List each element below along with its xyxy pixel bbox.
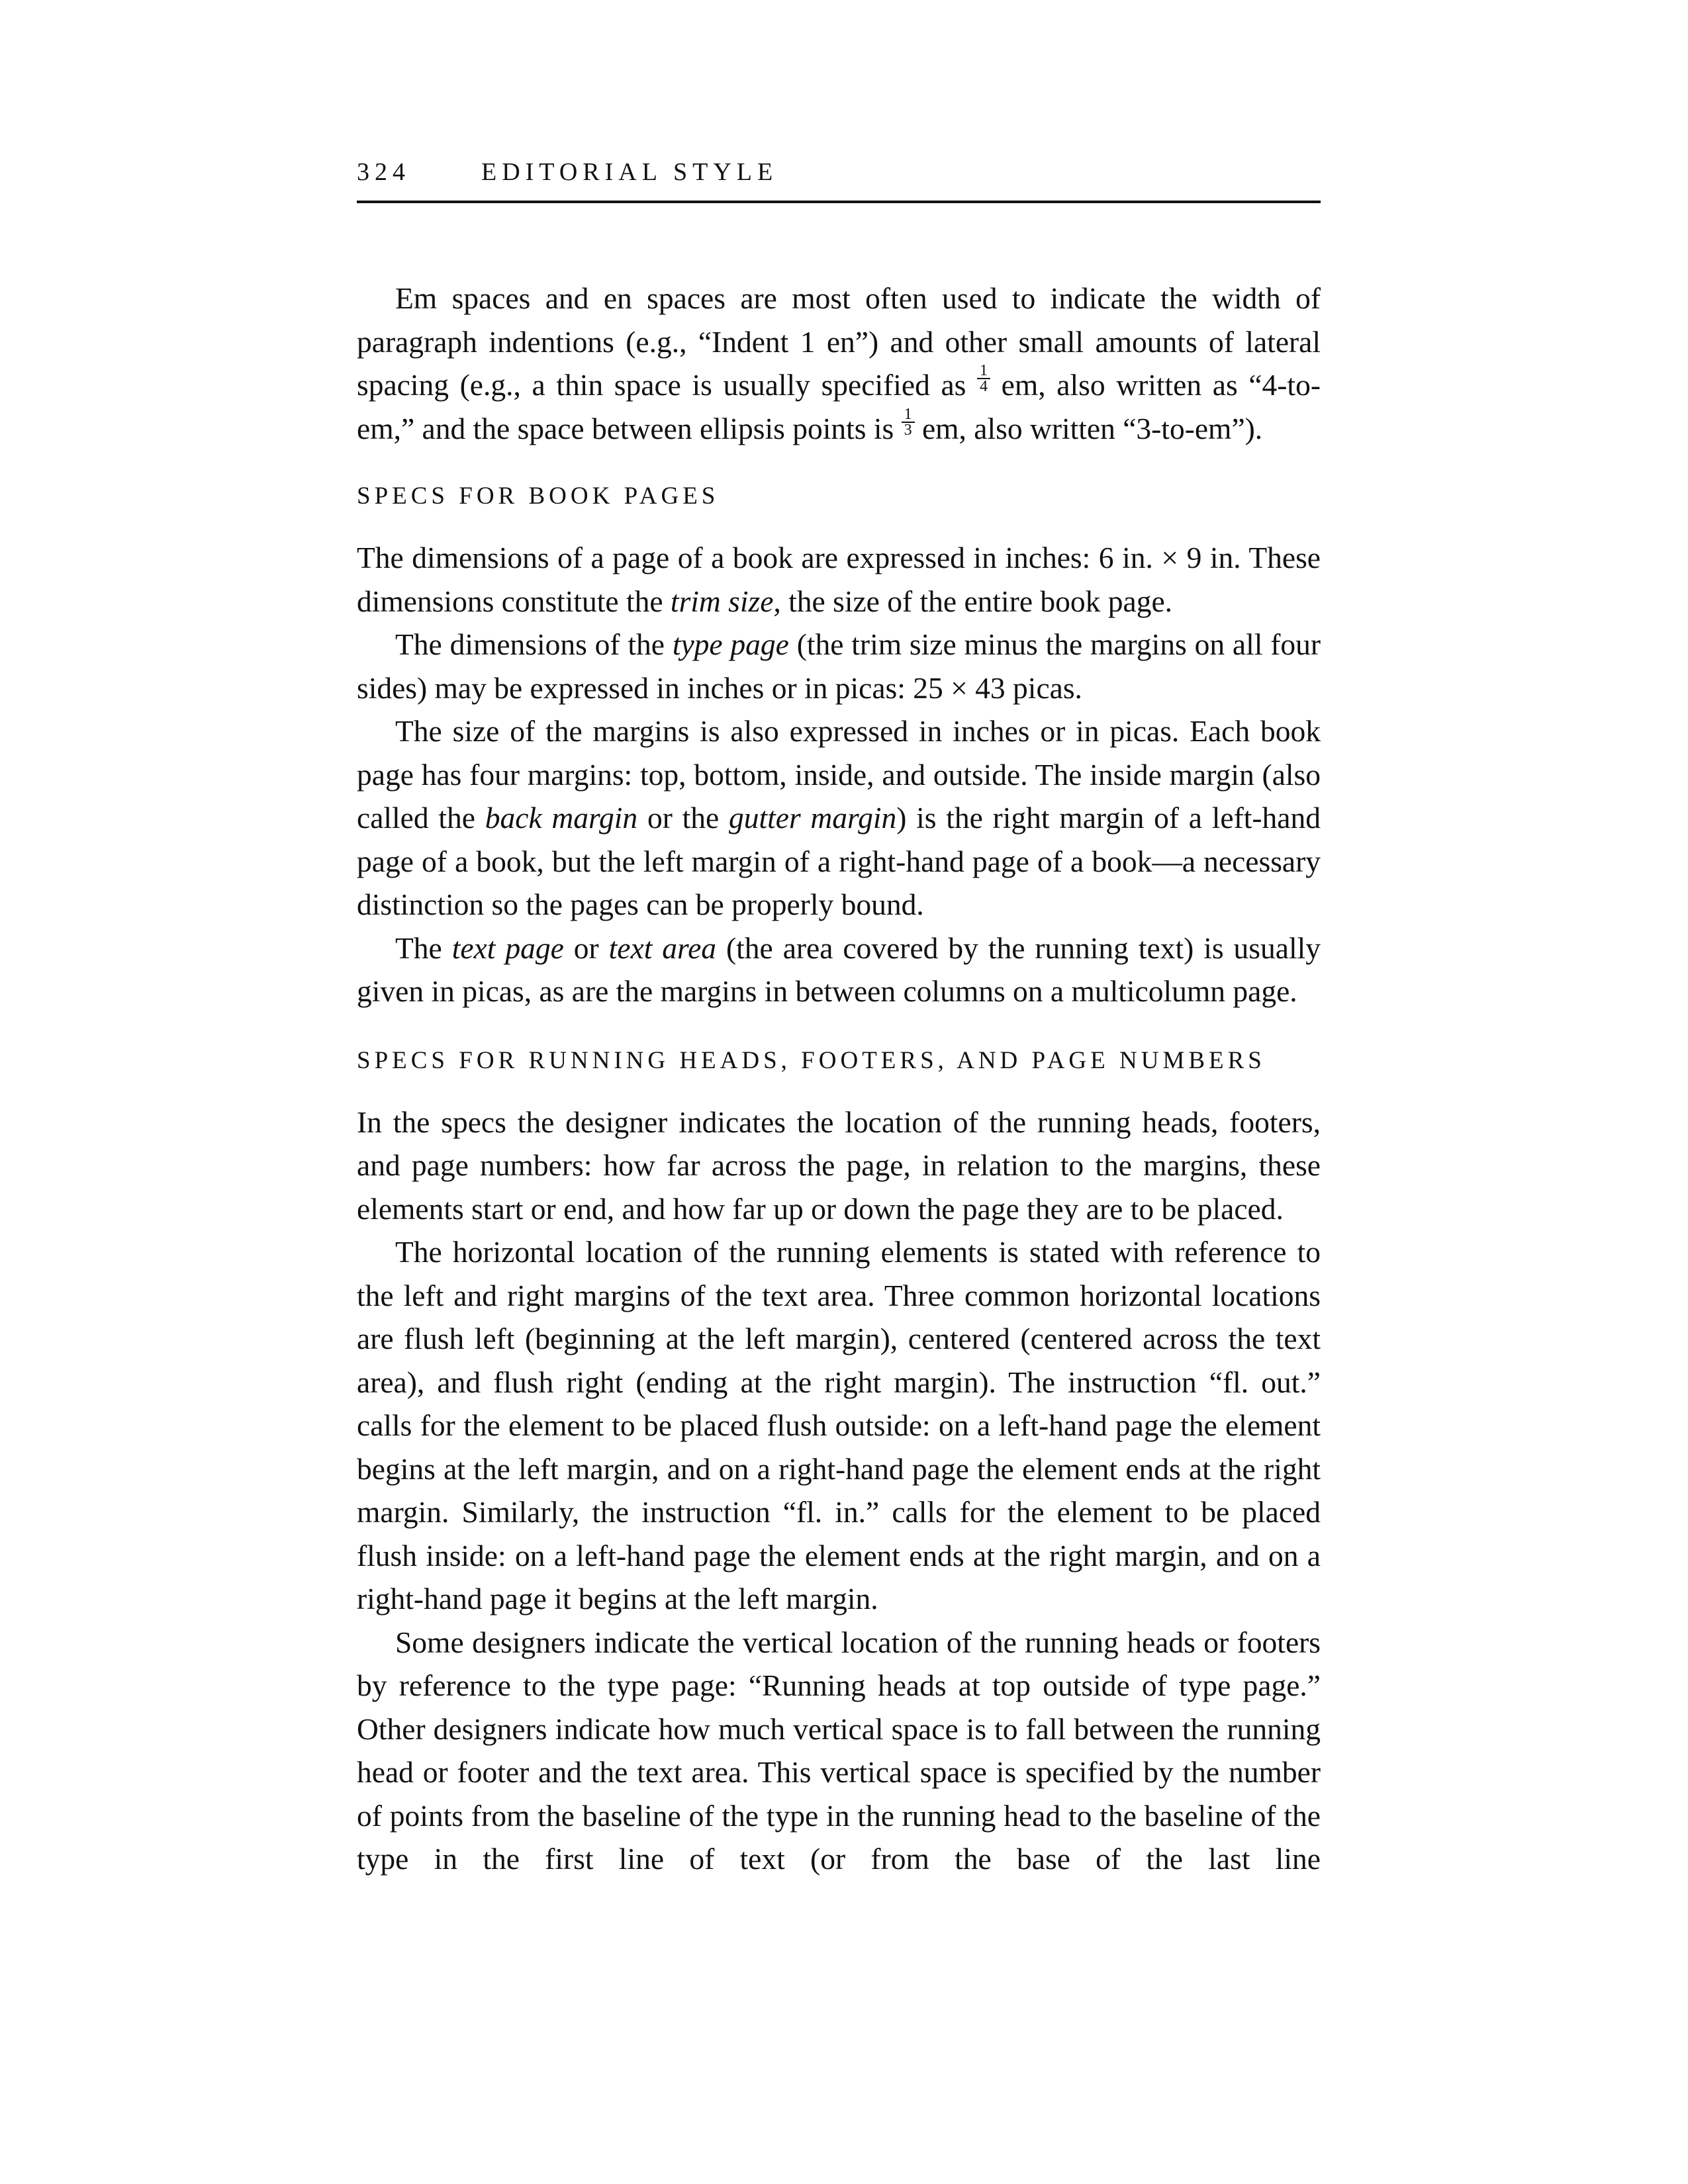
text-run: The dimensions of a page of a book are expressed in inches: 6 in. × 9 in. These dimensions constitute the	[357, 541, 1321, 618]
paragraph-em-en-spaces	[357, 277, 1321, 450]
running-head-rule	[357, 201, 1321, 203]
paragraph-margins	[357, 709, 1321, 927]
fraction-one-third	[902, 407, 915, 437]
term-trim-size: trim size,	[670, 584, 781, 618]
text-run: The dimensions of the	[395, 627, 673, 661]
term-type-page: type page	[672, 627, 789, 661]
text-run: or the	[637, 801, 729, 835]
term-text-area: text area	[608, 931, 717, 965]
paragraph-running-elements-location: In the specs the designer indicates the location of the running heads, footers, and page numbers: how far across the page, in relation to the margins, these elements start or end, and how far up or down the page they are to be placed.	[357, 1105, 1321, 1226]
text-run: (the trim size minus the margins on all four sides) may be expressed in inches or in picas: 25 × 43 picas.	[357, 627, 1321, 705]
text-run: the size of the entire book page.	[780, 584, 1173, 618]
text-run: (the area covered by the running text) is usually given in picas, as are the margins in between columns on a multicolumn page.	[357, 931, 1321, 1008]
heading-specs-running-heads: SPECS FOR RUNNING HEADS, FOOTERS, AND PAGE NUMBERS	[357, 1046, 1266, 1074]
heading-specs-book-pages: SPECS FOR BOOK PAGES	[357, 482, 720, 510]
running-head	[357, 158, 1321, 191]
text-run: or	[563, 931, 609, 965]
term-back-margin: back margin	[485, 801, 638, 835]
text-run: The	[395, 931, 452, 965]
text-run: ) is the right margin of a left-hand page of a book, but the left margin of a right-hand page of a book—a necessary distinction so the pages can be properly bound.	[357, 801, 1321, 921]
paragraph-vertical-location: Some designers indicate the vertical location of the running heads or footers by reference to the type page: “Running heads at top outside of type page.” Other designers indicate how much vertical space is to fall between the running head or footer and the text area. This vertical space is specified by the number of points from the baseline of the type in the running head to the baseline of the type in the first line of text (or from the base of the last line	[357, 1625, 1321, 1876]
paragraph-trim-size	[357, 536, 1321, 623]
text-run: The size of the margins is also expressed in inches or in picas. Each book page has four margins: top, bottom, inside, and outside. The inside margin (also called the	[357, 714, 1321, 835]
text-run: em, also written “3-to-em”).	[914, 411, 1263, 445]
running-head-title: EDITORIAL STYLE	[481, 158, 778, 186]
fraction-denominator: 3	[904, 421, 912, 439]
paragraph-horizontal-location: The horizontal location of the running elements is stated with reference to the left and right margins of the text area. Three common horizontal locations are flush left (beginning at the left margin), centered (centered across the text area), and flush right (ending at the right margin). The instruction “fl. out.” calls for the element to be placed flush outside: on a left-hand page the element begins at the left margin, and on a right-hand page the element ends at the right margin. Similarly, the instruction “fl. in.” calls for the element to be placed flush inside: on a left-hand page the element ends at the right margin, and on a right-hand page it begins at the left margin.	[357, 1235, 1321, 1615]
paragraph-text-page	[357, 927, 1321, 1013]
fraction-one-quarter	[977, 363, 990, 394]
text-run: em, also written as “4-to-em,” and the space between ellipsis points is	[357, 368, 1321, 445]
fraction-denominator: 4	[980, 378, 988, 395]
fraction-numerator: 1	[977, 363, 990, 379]
term-gutter-margin: gutter margin	[728, 801, 897, 835]
term-text-page: text page	[451, 931, 564, 965]
page-number: 324	[357, 158, 410, 186]
body-text	[357, 277, 1321, 1881]
paragraph-type-page	[357, 623, 1321, 709]
fraction-numerator: 1	[902, 407, 915, 423]
text-run: Em spaces and en spaces are most often used to indicate the width of paragraph indentions (e.g., “Indent 1 en”) and other small amounts of lateral spacing (e.g., a thin space is usually specified as	[357, 281, 1321, 402]
